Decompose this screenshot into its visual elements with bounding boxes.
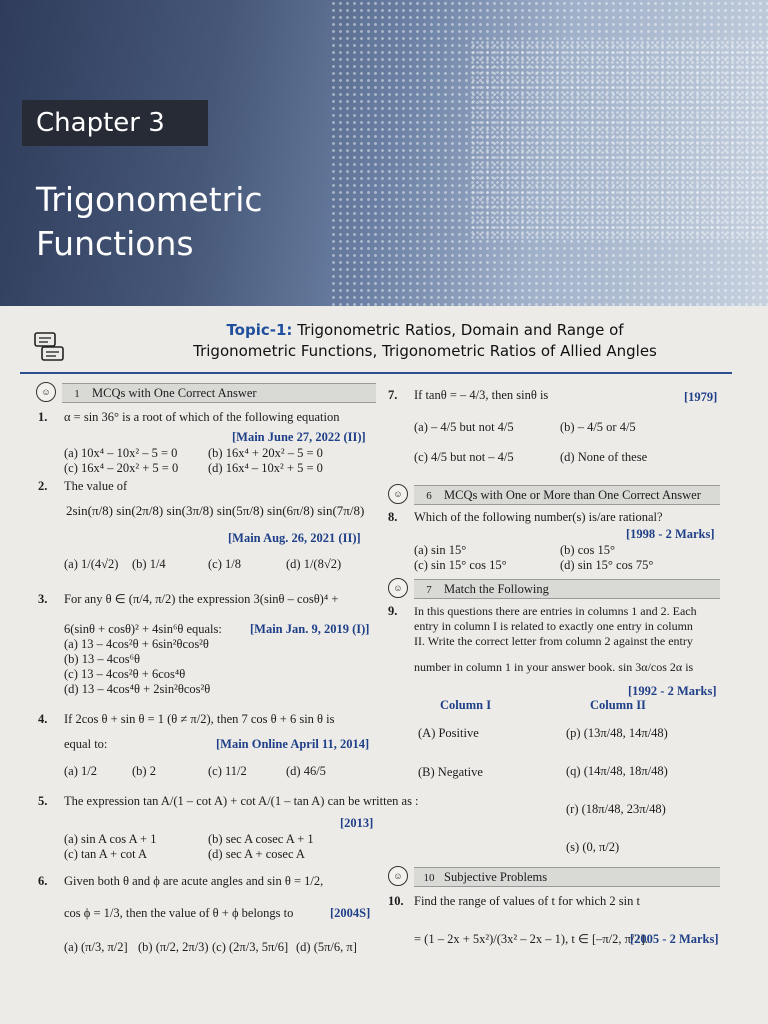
q9-entry-r: (r) (18π/48, 23π/48): [566, 802, 666, 816]
q6-option-c: (c) (2π/3, 5π/6]: [212, 940, 289, 954]
topic-line-1-text: Trigonometric Ratios, Domain and Range of: [297, 321, 624, 339]
chapter-title: [36, 178, 263, 266]
q3-text-2: 6(sinθ + cosθ)² + 4sin⁶θ equals:: [64, 622, 222, 636]
q2-number: 2.: [38, 479, 48, 493]
q10-expression: = (1 – 2x + 5x²)/(3x² – 2x – 1), t ∈ [–π/2, π/2].: [414, 932, 648, 946]
q4-text: If 2cos θ + sin θ = 1 (θ ≠ π/2), then 7 cos θ + 6 sin θ is: [64, 712, 335, 726]
q9-column-1-header: Column I: [440, 698, 492, 712]
chapter-banner: [0, 0, 768, 306]
discussion-icon: [32, 330, 66, 364]
section-6-number: 6: [426, 490, 432, 502]
q9-line-1: In this questions there are entries in columns 1 and 2. Each: [414, 604, 697, 618]
q1-option-b: (b) 16x⁴ + 20x² – 5 = 0: [208, 446, 323, 460]
q1-option-d: (d) 16x⁴ – 10x² + 5 = 0: [208, 461, 323, 475]
q9-column-2-header: Column II: [590, 698, 646, 712]
q8-text: Which of the following number(s) is/are rational?: [414, 510, 663, 524]
q2-expression: 2sin(π/8) sin(2π/8) sin(3π/8) sin(5π/8) sin(6π/8) sin(7π/8): [66, 503, 365, 518]
q6-option-a: (a) (π/3, π/2]: [64, 940, 128, 954]
section-10-icon: ☺: [388, 866, 408, 886]
q1-option-a: (a) 10x⁴ – 10x² – 5 = 0: [64, 446, 178, 460]
q5-ref: [2013]: [340, 816, 374, 830]
section-10-header: [414, 867, 720, 887]
q8-option-a: (a) sin 15°: [414, 543, 467, 557]
q9-entry-s: (s) (0, π/2): [566, 840, 620, 854]
q7-option-b: (b) – 4/5 or 4/5: [560, 420, 636, 434]
chapter-title-line1: Trigonometric: [36, 180, 263, 219]
section-6-header: [414, 485, 720, 505]
q9-entry-A: (A) Positive: [418, 726, 479, 740]
section-1-title: MCQs with One Correct Answer: [92, 386, 257, 400]
q6-ref: [2004S]: [330, 906, 371, 920]
q9-number: 9.: [388, 604, 398, 618]
q3-number: 3.: [38, 592, 48, 606]
dot-pattern-2: [470, 40, 768, 240]
q9-entry-p: (p) (13π/48, 14π/48): [566, 726, 668, 740]
q3-text: For any θ ∈ (π/4, π/2) the expression 3(sinθ – cosθ)⁴ +: [64, 592, 339, 606]
q9-entry-B: (B) Negative: [418, 765, 483, 779]
q7-option-a: (a) – 4/5 but not 4/5: [414, 420, 514, 434]
q8-option-b: (b) cos 15°: [560, 543, 615, 557]
q2-option-b: (b) 1/4: [132, 557, 166, 571]
chapter-title-line2: Functions: [36, 224, 194, 263]
topic-heading: [120, 320, 730, 362]
q10-ref: [2005 - 2 Marks]: [630, 932, 719, 946]
q7-option-d: (d) None of these: [560, 450, 648, 464]
section-1-header: [62, 383, 376, 403]
q6-option-b: (b) (π/2, 2π/3): [138, 940, 209, 954]
q9-entry-q: (q) (14π/48, 18π/48): [566, 764, 668, 778]
q7-text: If tanθ = – 4/3, then sinθ is: [414, 388, 549, 402]
section-10-number: 10: [423, 872, 435, 884]
section-6-icon: ☺: [388, 484, 408, 504]
q1-ref: [Main June 27, 2022 (II)]: [232, 430, 366, 444]
q3-ref: [Main Jan. 9, 2019 (I)]: [250, 622, 370, 636]
q3-option-a: (a) 13 – 4cos²θ + 6sin²θcos²θ: [64, 637, 209, 651]
section-6-title: MCQs with One or More than One Correct Answer: [444, 488, 701, 502]
q3-option-d: (d) 13 – 4cos⁴θ + 2sin²θcos²θ: [64, 682, 211, 696]
section-10-title: Subjective Problems: [444, 870, 548, 884]
q4-number: 4.: [38, 712, 48, 726]
q2-option-d: (d) 1/(8√2): [286, 557, 342, 571]
q4-option-a: (a) 1/2: [64, 764, 97, 778]
q5-option-d: (d) sec A + cosec A: [208, 847, 305, 861]
q5-option-b: (b) sec A cosec A + 1: [208, 832, 314, 846]
q7-ref: [1979]: [684, 390, 718, 404]
q1-option-c: (c) 16x⁴ – 20x² + 5 = 0: [64, 461, 179, 475]
q4-option-b: (b) 2: [132, 764, 156, 778]
q2-ref: [Main Aug. 26, 2021 (II)]: [228, 531, 361, 545]
q5-option-c: (c) tan A + cot A: [64, 847, 148, 861]
q9-line-4: number in column 1 in your answer book. sin 3α/cos 2α is: [414, 660, 694, 674]
q1-text: α = sin 36° is a root of which of the following equation: [64, 410, 340, 424]
section-7-header: [414, 579, 720, 599]
q6-text-2: cos ϕ = 1/3, then the value of θ + ϕ belongs to: [64, 906, 294, 920]
section-1-icon: ☺: [36, 382, 56, 402]
topic-tag: Topic-1:: [226, 321, 293, 339]
q10-text: Find the range of values of t for which 2 sin t: [414, 894, 640, 908]
section-7-title: Match the Following: [444, 582, 549, 596]
q4-option-c: (c) 11/2: [208, 764, 247, 778]
q4-text-2: equal to:: [64, 737, 108, 751]
q3-option-b: (b) 13 – 4cos⁶θ: [64, 652, 140, 666]
q9-ref: [1992 - 2 Marks]: [628, 684, 717, 698]
q9-line-2: entry in column I is related to exactly one entry in column: [414, 619, 693, 633]
chapter-label: Chapter 3: [22, 100, 208, 146]
q2-text: The value of: [64, 479, 128, 493]
q5-text: The expression tan A/(1 – cot A) + cot A/(1 – tan A) can be written as :: [64, 794, 419, 808]
section-1-number: 1: [74, 388, 80, 400]
q8-ref: [1998 - 2 Marks]: [626, 527, 715, 541]
q2-option-a: (a) 1/(4√2): [64, 557, 119, 571]
q10-number: 10.: [388, 894, 404, 908]
q5-option-a: (a) sin A cos A + 1: [64, 832, 157, 846]
q7-option-c: (c) 4/5 but not – 4/5: [414, 450, 514, 464]
q8-option-c: (c) sin 15° cos 15°: [414, 558, 507, 572]
q6-number: 6.: [38, 874, 48, 888]
q2-option-c: (c) 1/8: [208, 557, 241, 571]
q5-number: 5.: [38, 794, 48, 808]
q4-ref: [Main Online April 11, 2014]: [216, 737, 370, 751]
topic-line-2: Trigonometric Functions, Trigonometric Ratios of Allied Angles: [193, 342, 657, 360]
q9-line-3: II. Write the correct letter from column 2 against the entry: [414, 634, 693, 648]
q7-number: 7.: [388, 388, 398, 402]
q4-option-d: (d) 46/5: [286, 764, 326, 778]
section-7-number: 7: [426, 584, 432, 596]
q3-option-c: (c) 13 – 4cos²θ + 6cos⁴θ: [64, 667, 186, 681]
q8-option-d: (d) sin 15° cos 75°: [560, 558, 654, 572]
q6-text: Given both θ and ϕ are acute angles and sin θ = 1/2,: [64, 874, 324, 888]
q1-number: 1.: [38, 410, 48, 424]
section-7-icon: ☺: [388, 578, 408, 598]
topic-line-1: [120, 320, 730, 341]
topic-rule: [20, 372, 732, 374]
q8-number: 8.: [388, 510, 398, 524]
q6-option-d: (d) (5π/6, π]: [296, 940, 357, 954]
